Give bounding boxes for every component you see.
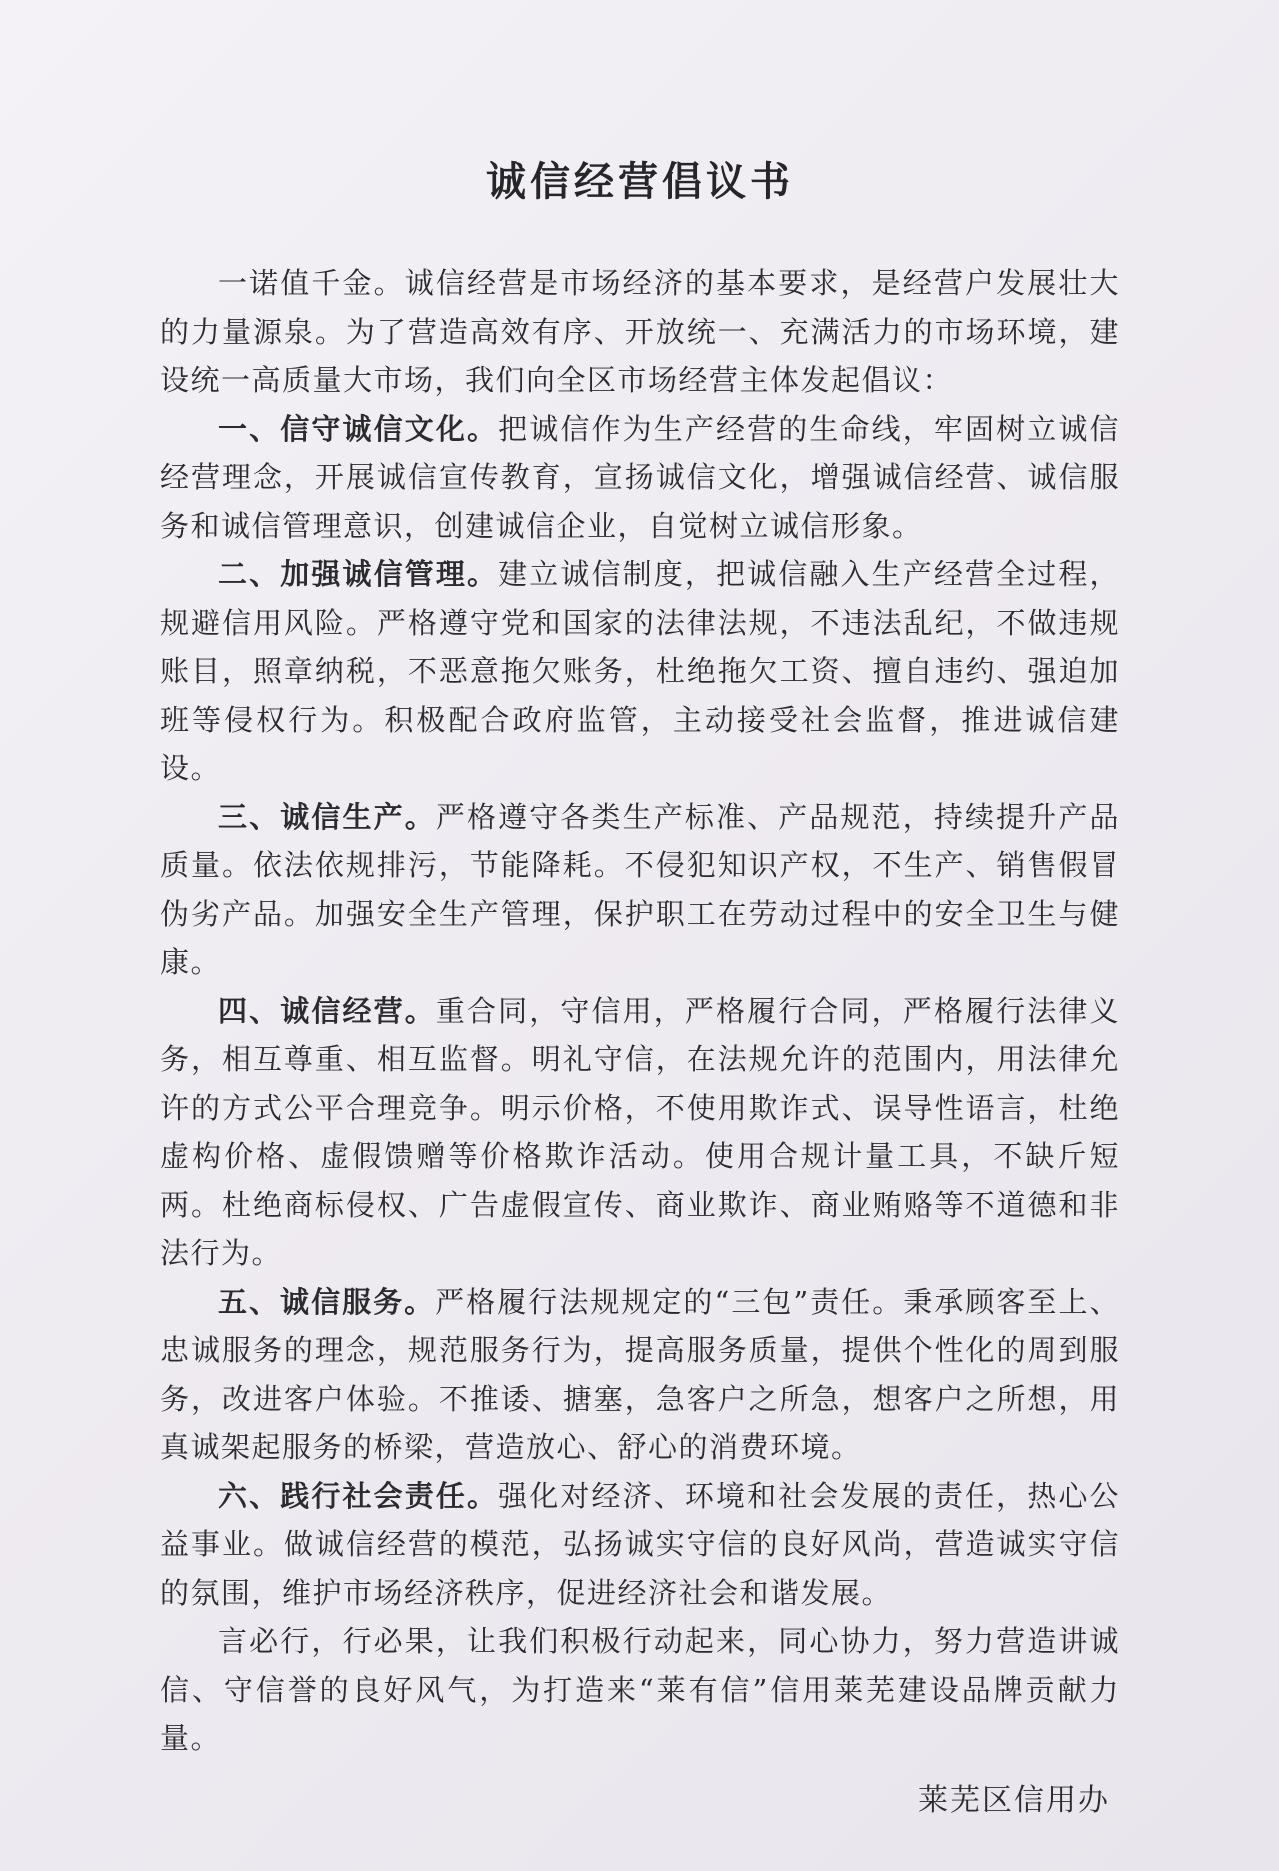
- signature: 莱芜区信用办: [918, 1782, 1110, 1818]
- section-heading: 五、诚信服务。: [218, 1284, 436, 1319]
- section-body: 严格遵守各类生产标准、产品规范，持续提升产品质量。依法依规排污，节能降耗。不侵犯知识产权，不生产、销售假冒伪劣产品。加强安全生产管理，保护职工在劳动过程中的安全卫生与健康。: [160, 799, 1120, 979]
- section-body: 重合同，守信用，严格履行合同，严格履行法律义务，相互尊重、相互监督。明礼守信，在法规允许的范围内，用法律允许的方式公平合理竞争。明示价格，不使用欺诈式、误导性语言，杜绝虚构价格、虚假馈赠等价格欺诈活动。使用合规计量工具，不缺斤短两。杜绝商标侵权、广告虚假宣传、商业欺诈、商业贿赂等不道德和非法行为。: [160, 993, 1120, 1270]
- section-heading: 四、诚信经营。: [218, 993, 436, 1028]
- section-paragraph: [160, 1472, 1120, 1618]
- closing-paragraph: 言必行，行必果，让我们积极行动起来，同心协力，努力营造讲诚信、守信誉的良好风气，为打造来“莱有信”信用莱芜建设品牌贡献力量。: [160, 1624, 1120, 1755]
- section-heading: 二、加强诚信管理。: [218, 557, 499, 591]
- section-paragraph: [160, 405, 1120, 551]
- document-title: 诚信经营倡议书: [486, 159, 794, 205]
- document-content: [160, 150, 1120, 1819]
- section-heading: 一、信守诚信文化。: [218, 411, 499, 446]
- section-body: 建立诚信制度，把诚信融入生产经营全过程，规避信用风险。严格遵守党和国家的法律法规，不违法乱纪，不做违规账目，照章纳税，不恶意拖欠账务，杜绝拖欠工资、擅自违约、强迫加班等侵权行为。积极配合政府监管，主动接受社会监督，推进诚信建设。: [160, 557, 1120, 785]
- section-body: 把诚信作为生产经营的生命线，牢固树立诚信经营理念，开展诚信宣传教育，宣扬诚信文化，增强诚信经营、诚信服务和诚信管理意识，创建诚信企业，自觉树立诚信形象。: [160, 411, 1120, 543]
- section-paragraph: [160, 1278, 1120, 1472]
- section-body: 严格履行法规规定的“三包”责任。秉承顾客至上、忠诚服务的理念，规范服务行为，提高服务质量，提供个性化的周到服务，改进客户体验。不推诿、搪塞，急客户之所急，想客户之所想，用真诚架起服务的桥梁，营造放心、舒心的消费环境。: [160, 1284, 1120, 1464]
- section-heading: 三、诚信生产。: [218, 799, 436, 834]
- section-paragraph: [160, 550, 1120, 793]
- section-paragraph: [160, 987, 1120, 1278]
- intro-paragraph: 一诺值千金。诚信经营是市场经济的基本要求，是经营户发展壮大的力量源泉。为了营造高效有序、开放统一、充满活力的市场环境，建设统一高质量大市场，我们向全区市场经营主体发起倡议：: [160, 266, 1120, 397]
- section-paragraph: [160, 793, 1120, 987]
- section-heading: 六、践行社会责任。: [218, 1478, 499, 1513]
- section-body: 强化对经济、环境和社会发展的责任，热心公益事业。做诚信经营的模范，弘扬诚实守信的良好风尚，营造诚实守信的氛围，维护市场经济秩序，促进经济社会和谐发展。: [160, 1478, 1120, 1610]
